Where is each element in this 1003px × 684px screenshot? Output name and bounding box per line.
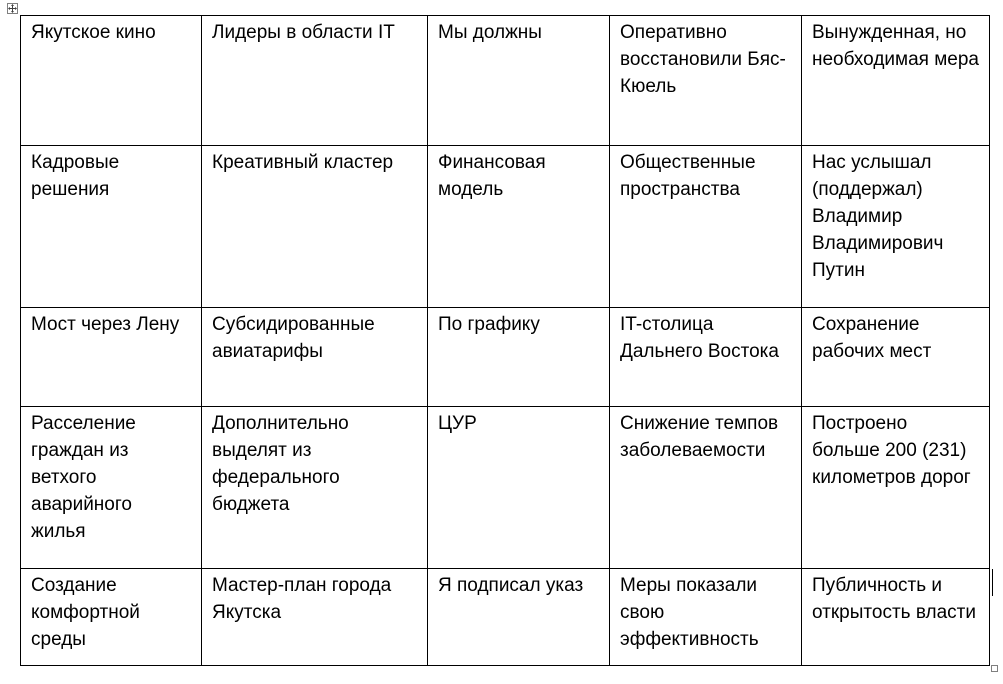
table-cell[interactable]: Сохранение рабочих мест — [802, 308, 990, 407]
table-cell[interactable]: Создание комфортной среды — [21, 569, 202, 666]
table-cell[interactable]: Субсидированные авиатарифы — [202, 308, 428, 407]
table-cell[interactable]: Публичность и открытость власти — [802, 569, 990, 666]
table-cell[interactable]: Креативный кластер — [202, 146, 428, 308]
document-table — [20, 15, 990, 666]
table-cell[interactable]: Мост через Лену — [21, 308, 202, 407]
table-row — [21, 308, 990, 407]
table-cell[interactable]: Мастер-план города Якутска — [202, 569, 428, 666]
table-cell[interactable]: IT-столица Дальнего Востока — [610, 308, 802, 407]
table-cell[interactable]: Мы должны — [428, 16, 610, 146]
four-arrows-move-icon — [8, 4, 17, 13]
table-cell[interactable]: Построено больше 200 (231) километров дорог — [802, 407, 990, 569]
table-move-handle-icon[interactable] — [7, 3, 18, 14]
table-row — [21, 146, 990, 308]
table-cell[interactable]: Я подписал указ — [428, 569, 610, 666]
table-cell[interactable]: Дополнительно выделят из федерального бюджета — [202, 407, 428, 569]
table-row — [21, 16, 990, 146]
table-cell[interactable]: Общественные пространства — [610, 146, 802, 308]
table-cell[interactable]: Расселение граждан из ветхого аварийного жилья — [21, 407, 202, 569]
table-cell[interactable]: Нас услышал (поддержал) Владимир Владимирович Путин — [802, 146, 990, 308]
table-cell[interactable]: Меры показали свою эффективность — [610, 569, 802, 666]
table-row — [21, 569, 990, 666]
table-cell[interactable]: По графику — [428, 308, 610, 407]
table-cell[interactable]: Финансовая модель — [428, 146, 610, 308]
table-cell[interactable]: Оперативно восстановили Бяс-Кюель — [610, 16, 802, 146]
square-resize-icon[interactable] — [991, 665, 998, 672]
table-cell[interactable]: Лидеры в области IT — [202, 16, 428, 146]
text-cursor — [992, 569, 993, 596]
table-cell[interactable]: Вынужденная, но необходимая мера — [802, 16, 990, 146]
table-cell[interactable]: Якутское кино — [21, 16, 202, 146]
table-cell[interactable]: ЦУР — [428, 407, 610, 569]
table-cell[interactable]: Кадровые решения — [21, 146, 202, 308]
table-cell[interactable]: Снижение темпов заболеваемости — [610, 407, 802, 569]
table-row — [21, 407, 990, 569]
